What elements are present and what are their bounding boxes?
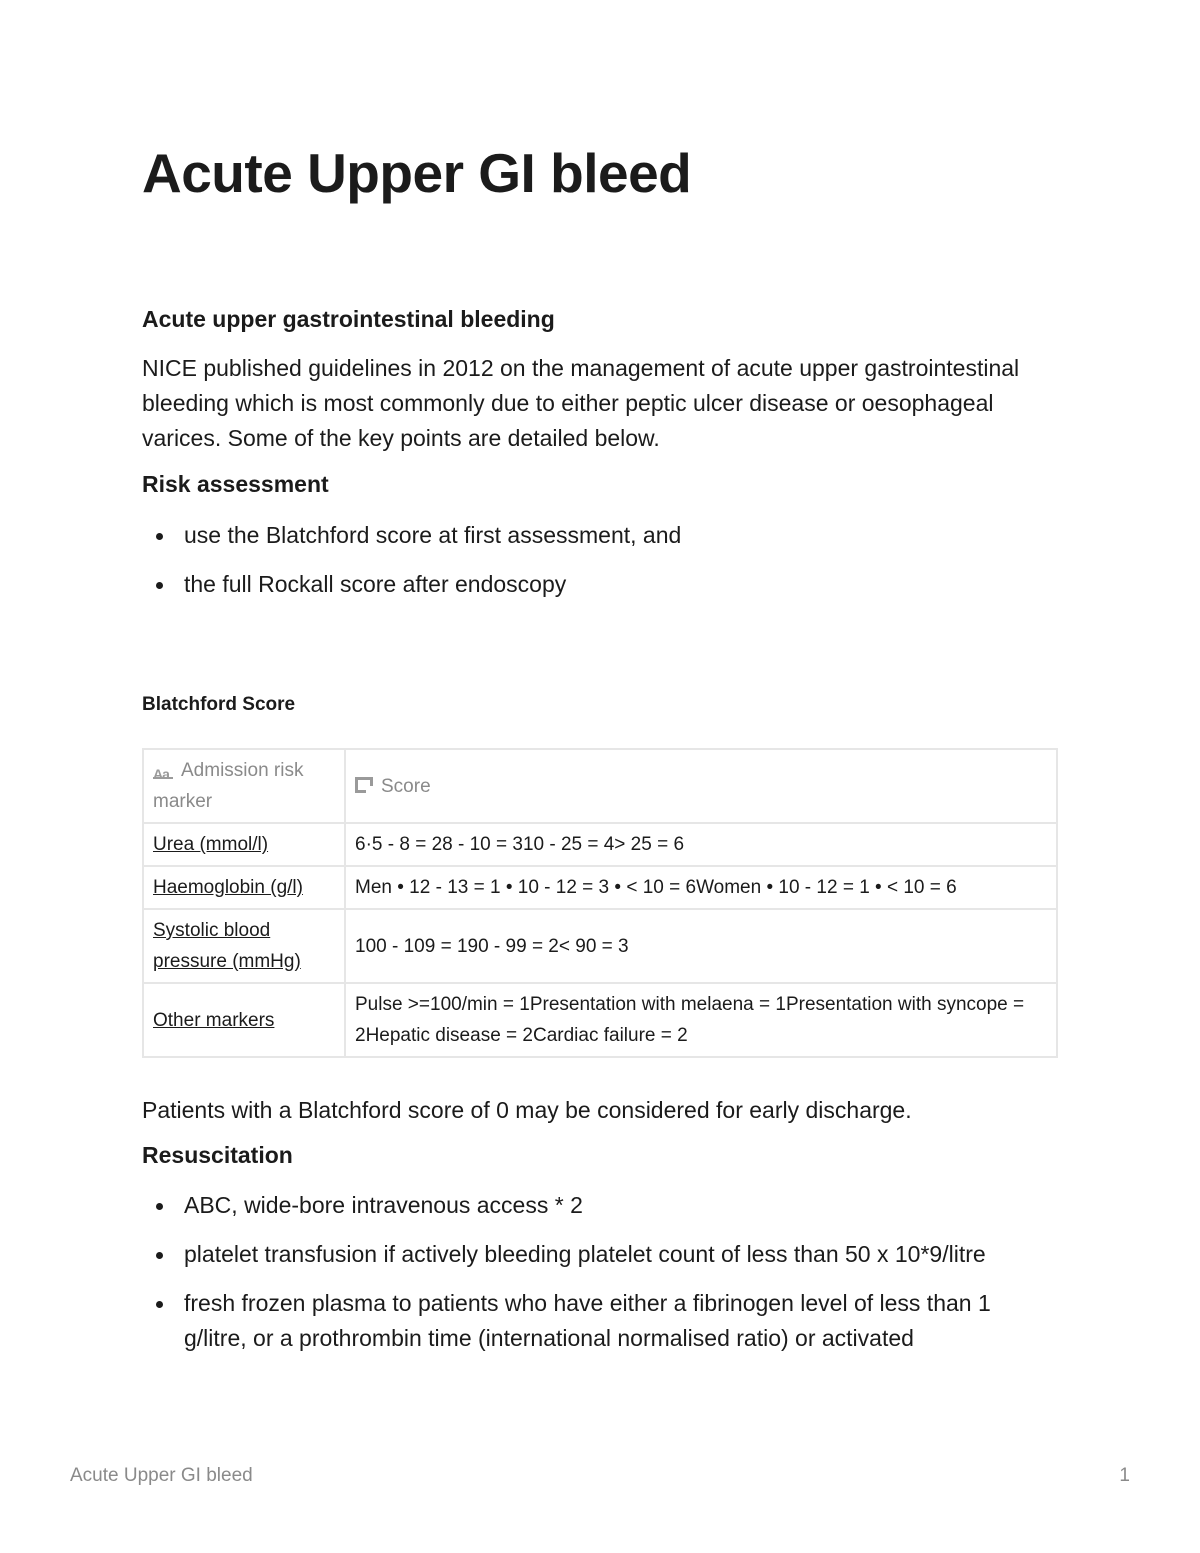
- table-caption: Blatchford Score: [142, 694, 296, 715]
- footer-title: Acute Upper GI bleed: [70, 1465, 253, 1486]
- row-marker-cell[interactable]: Haemoglobin (g/l): [143, 866, 345, 909]
- resuscitation-heading: Resuscitation: [142, 1142, 293, 1168]
- list-item: platelet transfusion if actively bleeding platelet count of less than 50 x 10*9/litre: [142, 1237, 1058, 1272]
- risk-assessment-list: [142, 518, 1058, 616]
- intro-paragraph: NICE published guidelines in 2012 on the management of acute upper gastrointestinal bleeding which is most commonly due to either peptic ulcer disease or oesophageal varices. Some of the key points are detailed below.: [142, 355, 1020, 451]
- table-row: [143, 823, 1057, 866]
- row-score-cell: Pulse >=100/min = 1Presentation with melaena = 1Presentation with syncope = 2Hepatic disease = 2Cardiac failure = 2: [345, 983, 1057, 1057]
- column-header-marker[interactable]: AaAdmission risk marker: [143, 749, 345, 823]
- list-item: use the Blatchford score at first assessment, and: [142, 518, 1058, 553]
- table-header-row: [143, 749, 1057, 823]
- bullet-icon: [156, 1301, 163, 1308]
- page-number: 1: [1119, 1465, 1130, 1486]
- row-marker-cell[interactable]: Systolic blood pressure (mmHg): [143, 909, 345, 983]
- resuscitation-list: [142, 1188, 1058, 1370]
- discharge-note: Patients with a Blatchford score of 0 may be considered for early discharge.: [142, 1097, 912, 1123]
- bullet-icon: [156, 1252, 163, 1259]
- row-score-cell: 6·5 - 8 = 28 - 10 = 310 - 25 = 4> 25 = 6: [345, 823, 1057, 866]
- column-header-score[interactable]: Score: [345, 749, 1057, 823]
- list-item: ABC, wide-bore intravenous access * 2: [142, 1188, 1058, 1223]
- page-title: Acute Upper GI bleed: [142, 142, 692, 204]
- list-item: fresh frozen plasma to patients who have either a fibrinogen level of less than 1 g/litre, or a prothrombin time (international normalised ratio) or activated: [142, 1286, 1058, 1356]
- row-marker-cell[interactable]: Other markers: [143, 983, 345, 1057]
- risk-assessment-heading: Risk assessment: [142, 471, 329, 497]
- table-row: [143, 909, 1057, 983]
- row-marker-cell[interactable]: Urea (mmol/l): [143, 823, 345, 866]
- text-block-icon: [355, 777, 373, 793]
- bullet-icon: [156, 1203, 163, 1210]
- bullet-icon: [156, 533, 163, 540]
- section-heading: Acute upper gastrointestinal bleeding: [142, 306, 555, 332]
- bullet-icon: [156, 582, 163, 589]
- blatchford-score-table: [142, 748, 1058, 1058]
- text-property-icon: [153, 763, 173, 777]
- row-score-cell: Men • 12 - 13 = 1 • 10 - 12 = 3 • < 10 = 6Women • 10 - 12 = 1 • < 10 = 6: [345, 866, 1057, 909]
- row-score-cell: 100 - 109 = 190 - 99 = 2< 90 = 3: [345, 909, 1057, 983]
- list-item: the full Rockall score after endoscopy: [142, 567, 1058, 602]
- table-row: [143, 983, 1057, 1057]
- table-row: [143, 866, 1057, 909]
